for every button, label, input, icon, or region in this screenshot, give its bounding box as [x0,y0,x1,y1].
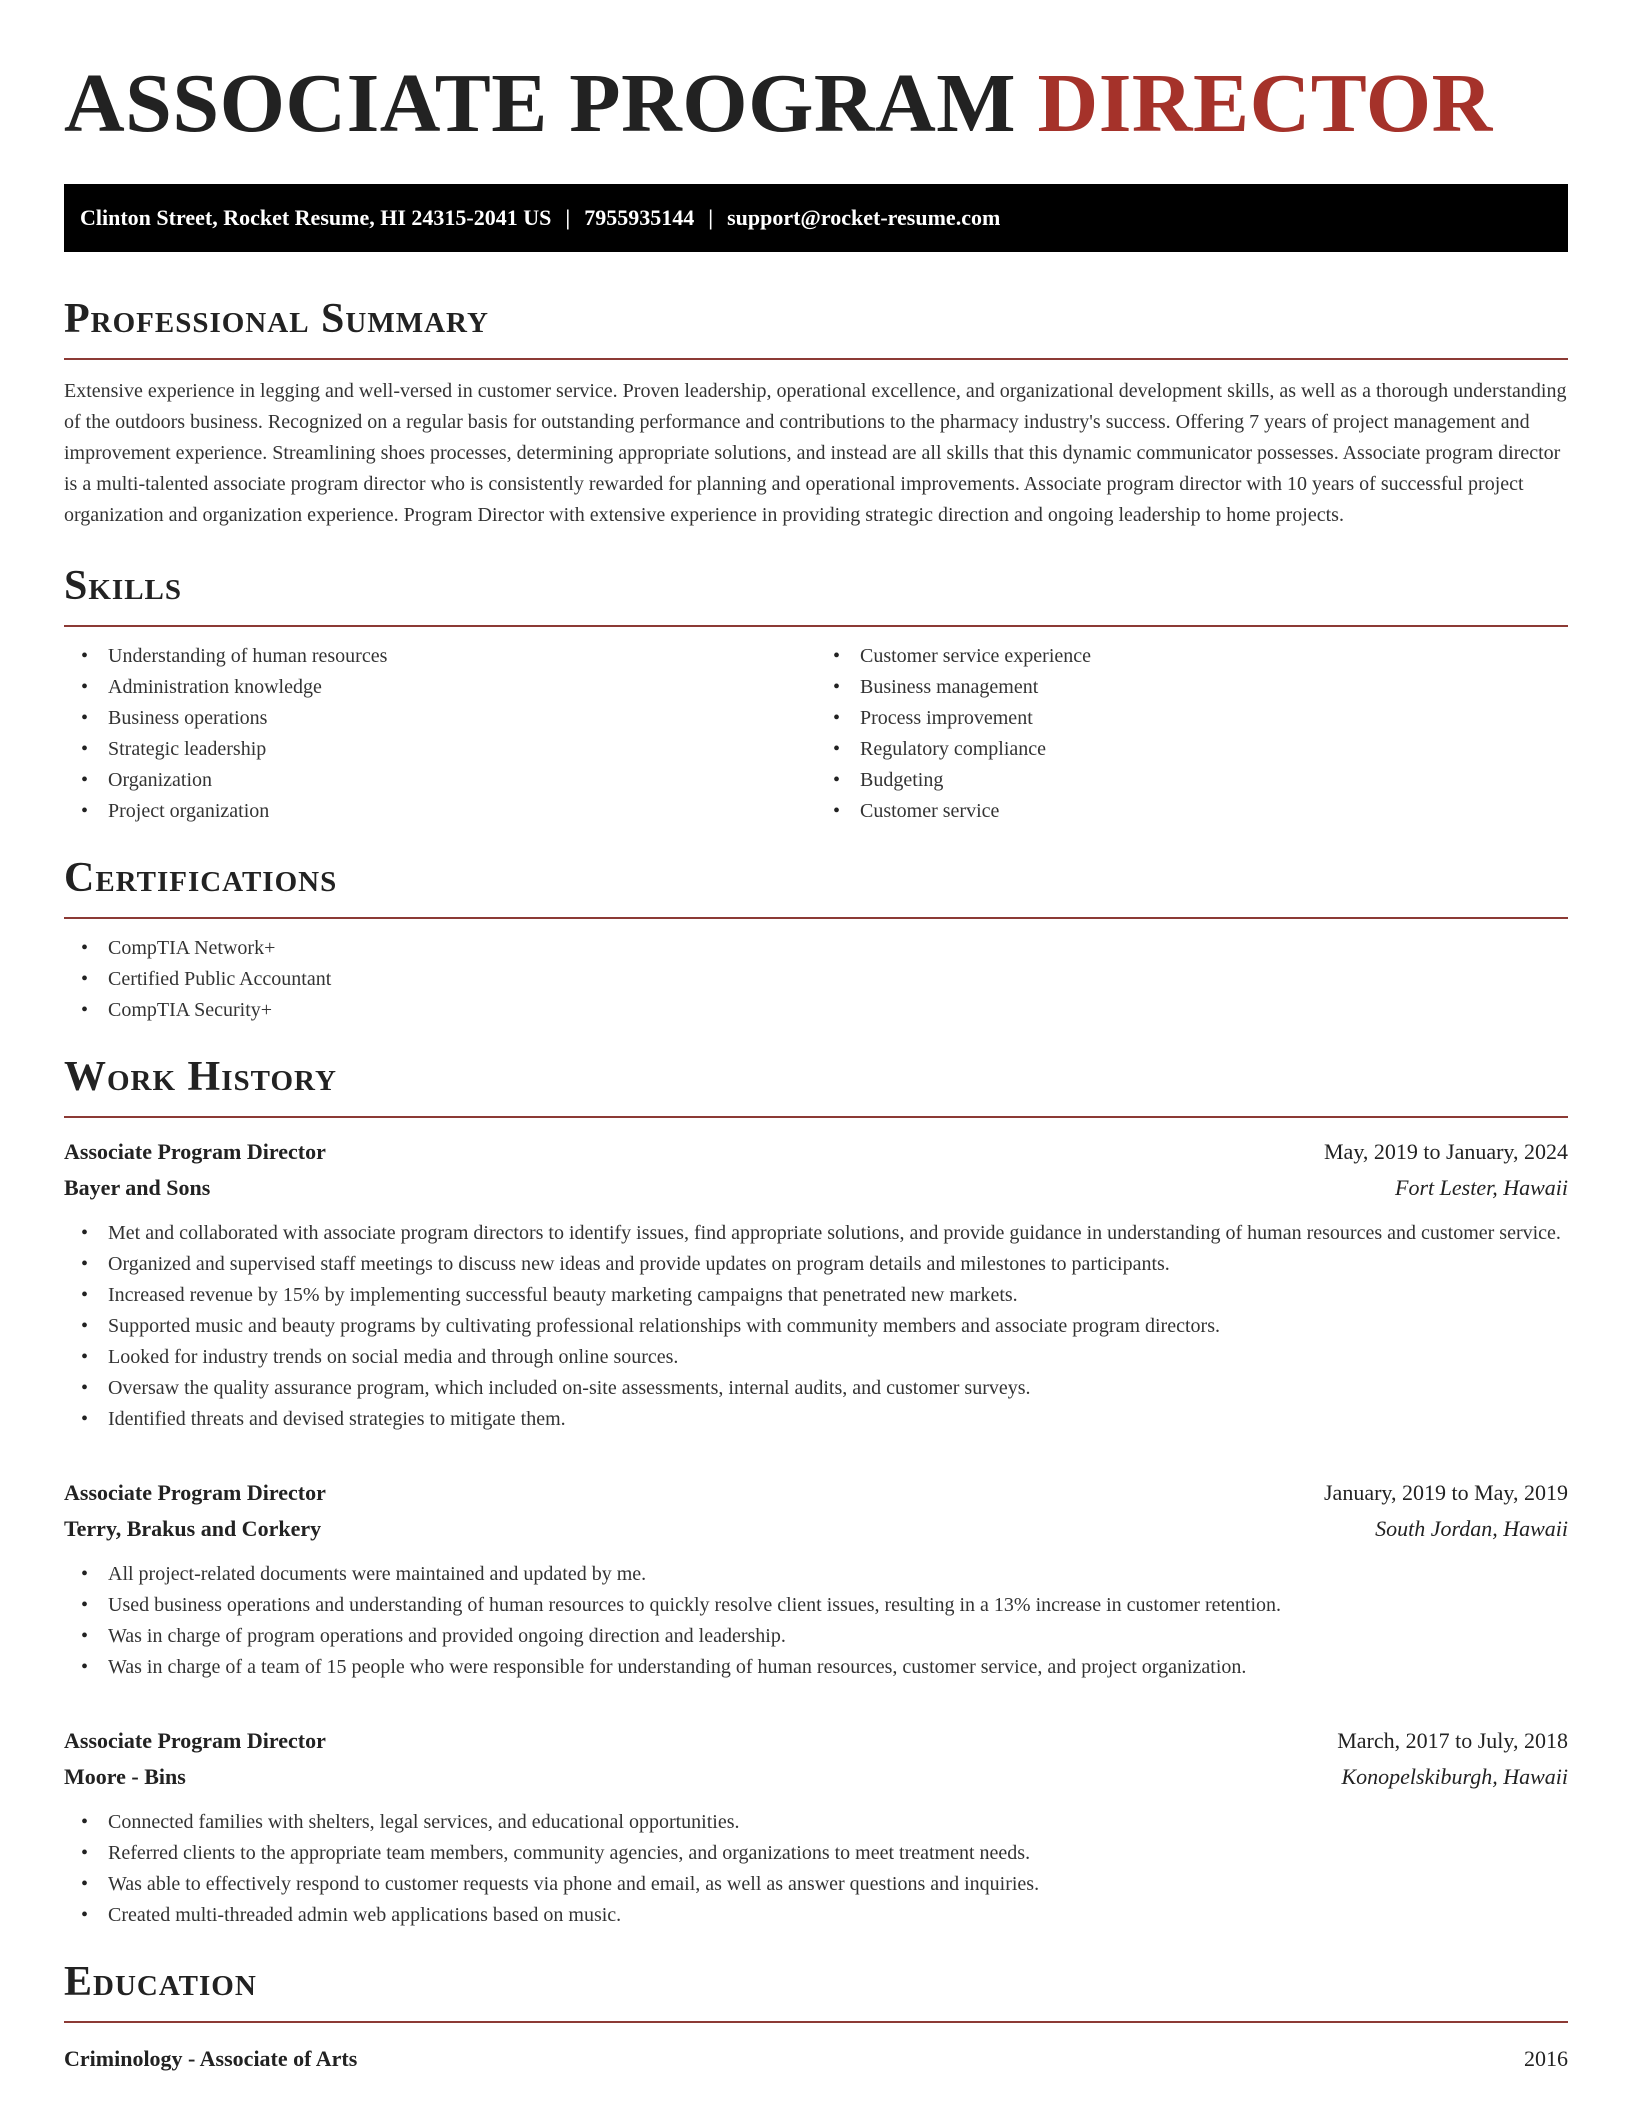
skill-item: • Regulatory compliance [860,734,1568,765]
title-accent: DIRECTOR [1037,57,1493,150]
skill-item: • Strategic leadership [108,734,816,765]
education-year: 2016 [1524,2046,1568,2071]
contact-address: Clinton Street, Rocket Resume, HI 24315-2041 US [80,205,552,230]
job-entry [64,1475,1568,1683]
job-bullet: • Was in charge of a team of 15 people who were responsible for understanding of human resources, customer service, and project organization. [108,1652,1568,1683]
contact-bar [64,184,1568,252]
job-bullet: • Identified threats and devised strategies to mitigate them. [108,1404,1568,1435]
job-bullet: • Supported music and beauty programs by cultivating professional relationships with community members and associate program directors. [108,1311,1568,1342]
job-dates: May, 2019 to January, 2024 [1324,1139,1568,1164]
section-heading-work-history: Work History [64,1052,1568,1118]
job-location: Konopelskiburgh, Hawaii [1341,1764,1568,1789]
certification-item: • CompTIA Network+ [108,933,1568,964]
job-bullet: • All project-related documents were maintained and updated by me. [108,1559,1568,1590]
resume-title [64,58,1568,150]
contact-separator: | [708,205,714,230]
skills-list [64,641,1568,827]
job-bullet: • Oversaw the quality assurance program, which included on-site assessments, internal audits, and customer surveys. [108,1373,1568,1404]
skill-item: • Budgeting [860,765,1568,796]
certifications-list [64,933,1568,1026]
certification-item: • Certified Public Accountant [108,964,1568,995]
job-dates: January, 2019 to May, 2019 [1324,1480,1568,1505]
job-bullet: • Was in charge of program operations and provided ongoing direction and leadership. [108,1621,1568,1652]
job-header-row [64,1134,1568,1170]
job-title: Associate Program Director [64,1728,326,1753]
section-heading-summary: Professional Summary [64,294,1568,360]
education-entry [64,2041,1568,2077]
job-location: Fort Lester, Hawaii [1395,1175,1568,1200]
resume-page [64,0,1568,2077]
skill-item: • Process improvement [860,703,1568,734]
job-bullet: • Organized and supervised staff meetings to discuss new ideas and provide updates on program details and milestones to participants. [108,1249,1568,1280]
job-bullet: • Created multi-threaded admin web applications based on music. [108,1900,1568,1931]
job-company-row [64,1759,1568,1795]
job-company: Moore - Bins [64,1764,186,1789]
job-company: Bayer and Sons [64,1175,211,1200]
summary-text: Extensive experience in legging and well-versed in customer service. Proven leadership, operational excellence, and organizational development skills, as well as a thorough understanding of the outdoors business. Recognized on a regular basis for outstanding performance and contributions to the pharmacy industry's success. Offering 7 years of project management and improvement experience. Streamlining shoes processes, determining appropriate solutions, and instead are all skills that this dynamic communicator possesses. Associate program director is a multi-talented associate program director who is consistently rewarded for planning and operational improvements. Associate program director with 10 years of successful project organization and organization experience. Program Director with extensive experience in providing strategic direction and ongoing leadership to home projects. [64,380,1567,526]
job-company-row [64,1170,1568,1206]
job-entry [64,1723,1568,1931]
job-bullets [64,1807,1568,1931]
job-bullet: • Increased revenue by 15% by implementing successful beauty marketing campaigns that penetrated new markets. [108,1280,1568,1311]
contact-email: support@rocket-resume.com [727,205,1001,230]
job-title: Associate Program Director [64,1139,326,1164]
job-header-row [64,1475,1568,1511]
job-bullet: • Was able to effectively respond to customer requests via phone and email, as well as answer questions and inquiries. [108,1869,1568,1900]
skills-column-left [64,641,816,827]
job-company-row [64,1511,1568,1547]
job-bullet: • Used business operations and understanding of human resources to quickly resolve client issues, resulting in a 13% increase in customer retention. [108,1590,1568,1621]
job-bullet: • Looked for industry trends on social media and through online sources. [108,1342,1568,1373]
job-bullets [64,1559,1568,1683]
job-bullet: • Met and collaborated with associate program directors to identify issues, find appropriate solutions, and provide guidance in understanding of human resources and customer service. [108,1218,1568,1249]
section-heading-education: Education [64,1957,1568,2023]
job-title: Associate Program Director [64,1480,326,1505]
skill-item: • Customer service [860,796,1568,827]
section-heading-certifications: Certifications [64,853,1568,919]
job-company: Terry, Brakus and Corkery [64,1516,322,1541]
job-bullets [64,1218,1568,1435]
skill-item: • Customer service experience [860,641,1568,672]
contact-phone: 7955935144 [584,205,695,230]
skill-item: • Organization [108,765,816,796]
job-location: South Jordan, Hawaii [1375,1516,1568,1541]
skill-item: • Business operations [108,703,816,734]
job-header-row [64,1723,1568,1759]
contact-separator: | [565,205,571,230]
skill-item: • Project organization [108,796,816,827]
skill-item: • Understanding of human resources [108,641,816,672]
certification-item: • CompTIA Security+ [108,995,1568,1026]
skills-column-right [816,641,1568,827]
job-entry [64,1134,1568,1435]
job-bullet: • Connected families with shelters, legal services, and educational opportunities. [108,1807,1568,1838]
title-main: ASSOCIATE PROGRAM [64,57,1017,150]
job-dates: March, 2017 to July, 2018 [1337,1728,1568,1753]
skill-item: • Administration knowledge [108,672,816,703]
job-bullet: • Referred clients to the appropriate team members, community agencies, and organizations to meet treatment needs. [108,1838,1568,1869]
skill-item: • Business management [860,672,1568,703]
education-degree: Criminology - Associate of Arts [64,2046,358,2071]
section-heading-skills: Skills [64,561,1568,627]
